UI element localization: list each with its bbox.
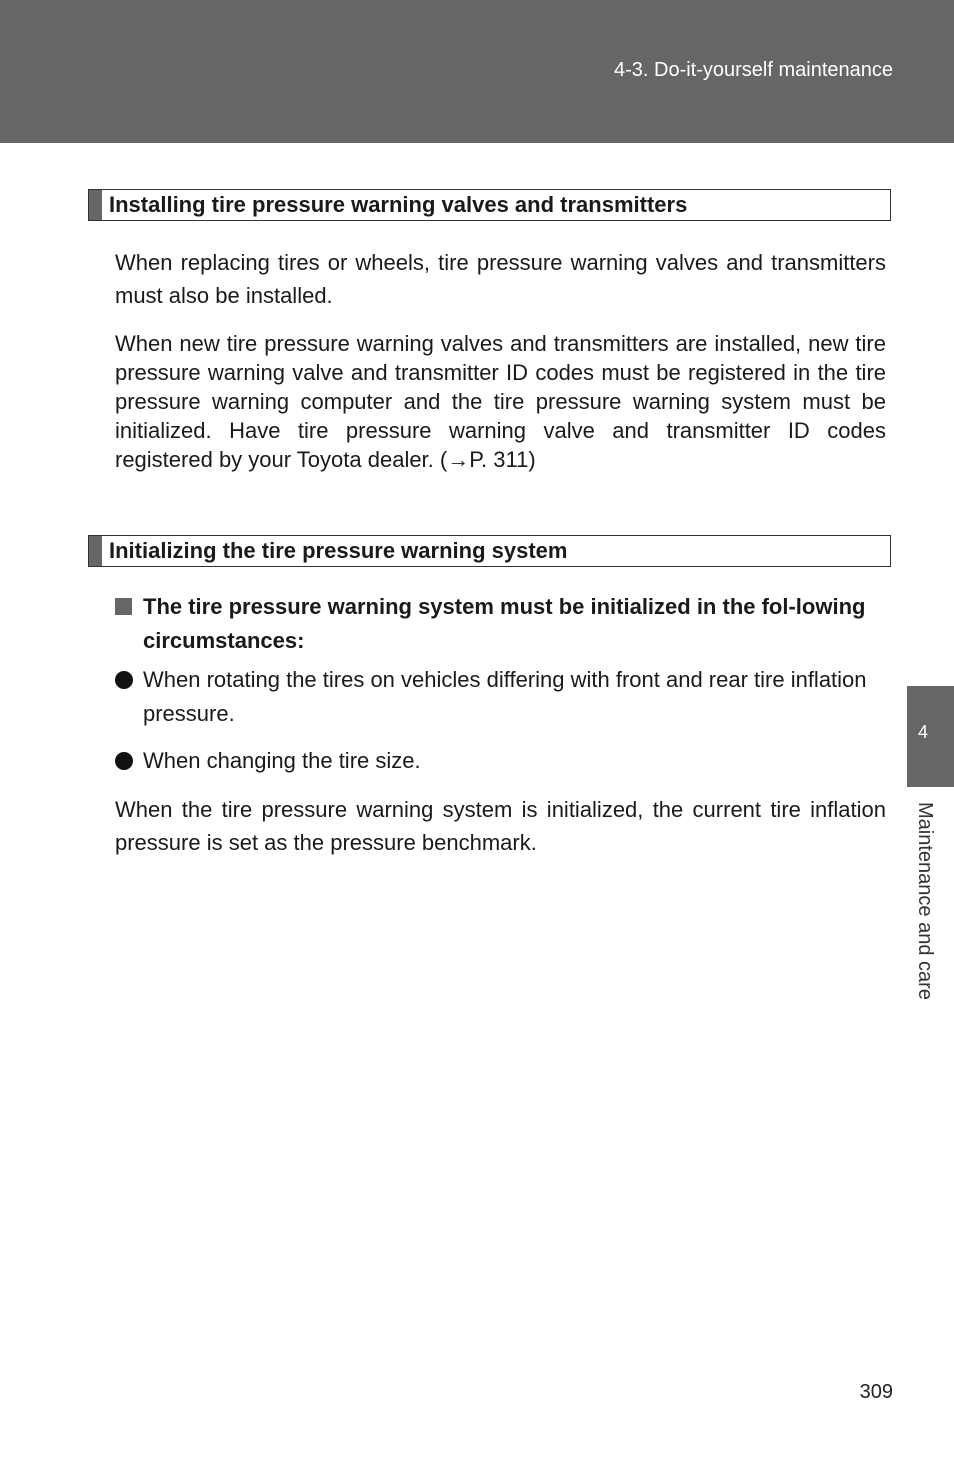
chapter-label: Maintenance and care xyxy=(914,802,936,1000)
section-heading-installing xyxy=(88,189,891,221)
section-label: 4-3. Do-it-yourself maintenance xyxy=(613,59,893,81)
page-number: 309 xyxy=(859,1381,893,1403)
subheading-text: The tire pressure warning system must be initialized in the fol-lowing circumstances: xyxy=(143,594,866,653)
header-band xyxy=(0,0,954,143)
bullet-text: When rotating the tires on vehicles differing with front and rear tire inflation pressure. xyxy=(143,667,867,726)
closing-paragraph: When the tire pressure warning system is initialized, the current tire inflation pressure is set as the pressure benchmark. xyxy=(115,797,886,855)
bullet-item xyxy=(115,663,886,731)
circle-bullet-icon xyxy=(115,663,141,699)
section-heading-title: Initializing the tire pressure warning system xyxy=(109,538,568,563)
section-heading-initializing xyxy=(88,535,891,567)
circle-bullet-icon xyxy=(115,744,141,780)
square-bullet-icon xyxy=(115,590,141,625)
section-heading-title: Installing tire pressure warning valves and transmitters xyxy=(109,192,688,217)
paragraph: When new tire pressure warning valves and transmitters are installed, new tire pressure warning valve and transmitter ID codes must be registered in the tire pressure warning computer and the tire pressure warning system must be initialized. Have tire pressure warning valve and transmitter ID codes registered by your Toyota dealer. (→P. 311) xyxy=(115,331,886,472)
paragraph: When replacing tires or wheels, tire pressure warning valves and transmitters must also be installed. xyxy=(115,250,886,308)
subheading-item xyxy=(115,590,886,658)
heading-bar xyxy=(89,536,102,566)
bullet-item xyxy=(115,744,886,778)
bullet-text: When changing the tire size. xyxy=(143,748,421,773)
chapter-tab[interactable] xyxy=(907,686,954,787)
chapter-number: 4 xyxy=(917,722,928,742)
heading-bar xyxy=(89,190,102,220)
